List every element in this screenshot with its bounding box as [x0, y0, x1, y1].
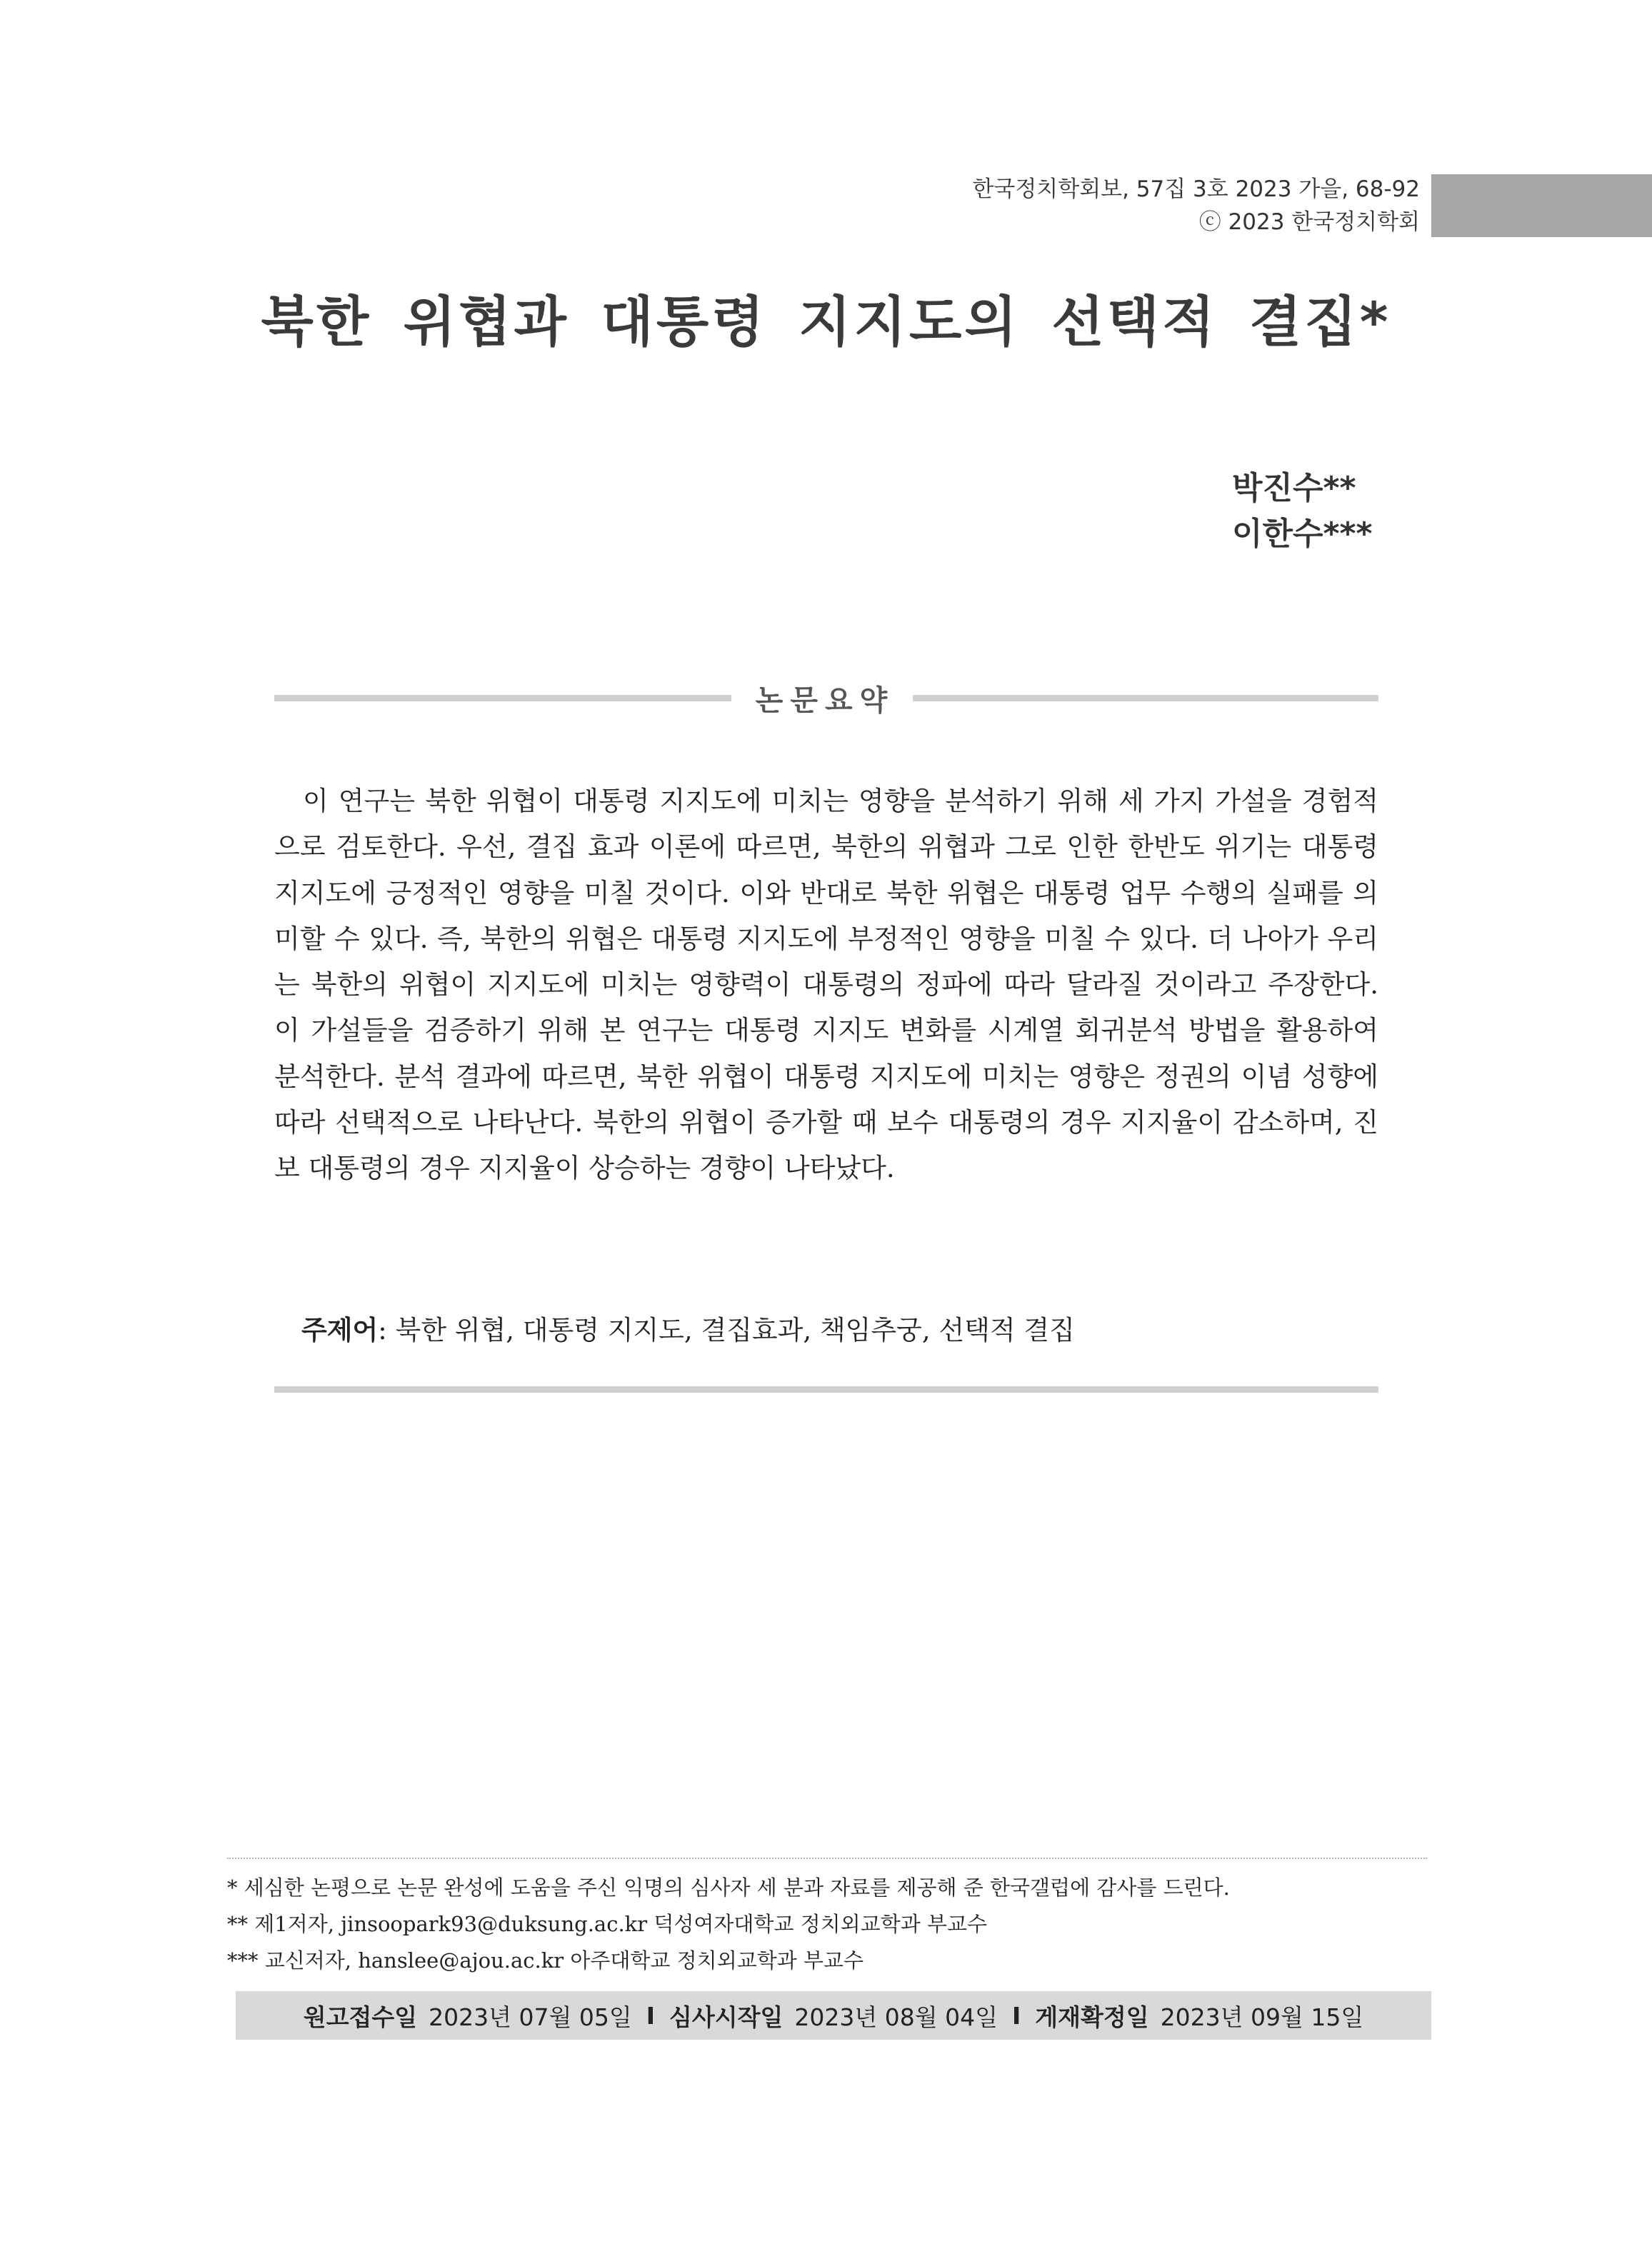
received-date: 2023년 07월 05일 [429, 2003, 632, 2031]
footnote-acknowledgement: * 세심한 논평으로 논문 완성에 도움을 주신 익명의 심사자 세 분과 자료를 제공해 준 한국갤럽에 감사를 드린다. [227, 1875, 1230, 1900]
review-label: 심사시작일 [669, 2003, 784, 2031]
journal-citation: 한국정치학회보, 57집 3호 2023 가을, 68-92 [972, 176, 1420, 202]
keywords-list: : 북한 위협, 대통령 지지도, 결집효과, 책임추궁, 선택적 결집 [378, 1315, 1075, 1346]
abstract-bottom-rule [274, 1386, 1378, 1393]
footnote-first-author: ** 제1저자, jinsoopark93@duksung.ac.kr 덕성여자대학교 정치외교학과 부교수 [227, 1912, 987, 1936]
keywords-label: 주제어 [301, 1315, 379, 1346]
page-edge-tab [1431, 174, 1652, 237]
abstract-text: 이 연구는 북한 위협이 대통령 지지도에 미치는 영향을 분석하기 위해 세 가지 가설을 경험적으로 검토한다. 우선, 결집 효과 이론에 따르면, 북한의 위협과 그로 인한 한반도 위기는 대통령 지지도에 긍정적인 영향을 미칠 것이다. 이와 반대로 북한 위협은 대통령 업무 수행의 실패를 의미할 수 있다. 즉, 북한의 위협은 대통령 지지도에 부정적인 영향을 미칠 수 있다. 더 나아가 우리는 북한의 위협이 지지도에 미치는 영향력이 대통령의 정파에 따라 달라질 것이라고 주장한다. 이 가설들을 검증하기 위해 본 연구는 대통령 지지도 변화를 시계열 회귀분석 방법을 활용하여 분석한다. 분석 결과에 따르면, 북한 위협이 대통령 지지도에 미치는 영향은 정권의 이념 성향에 따라 선택적으로 나타난다. 북한의 위협이 증가할 때 보수 대통령의 경우 지지율이 감소하며, 진보 대통령의 경우 지지율이 상승하는 경향이 나타났다. [274, 786, 1378, 1184]
author-list [1232, 466, 1373, 557]
footnote-corresponding-author: *** 교신저자, hanslee@ajou.ac.kr 아주대학교 정치외교학과 부교수 [227, 1948, 864, 1973]
abstract-rule-right [913, 695, 1378, 701]
abstract-heading: 논문요약 [755, 684, 895, 717]
accepted-date: 2023년 09월 15일 [1160, 2003, 1364, 2031]
abstract-rule-left [274, 695, 731, 701]
dates-bar [236, 1991, 1431, 2040]
footnotes [227, 1870, 1441, 1979]
keywords [301, 1308, 1075, 1347]
accepted-label: 게재확정일 [1035, 2003, 1149, 2031]
received-label: 원고접수일 [303, 2003, 418, 2031]
copyright-line: ⓒ 2023 한국정치학회 [1198, 209, 1420, 235]
date-separator: I [646, 2001, 655, 2030]
footnote-separator [227, 1858, 1427, 1859]
author-corresponding: 이한수*** [1232, 516, 1373, 552]
author-first: 박진수** [1232, 470, 1356, 506]
paper-title: 북한 위협과 대통령 지지도의 선택적 결집* [261, 290, 1391, 354]
date-separator: I [1011, 2001, 1021, 2030]
journal-info [972, 173, 1420, 239]
review-date: 2023년 08월 04일 [794, 2003, 998, 2031]
